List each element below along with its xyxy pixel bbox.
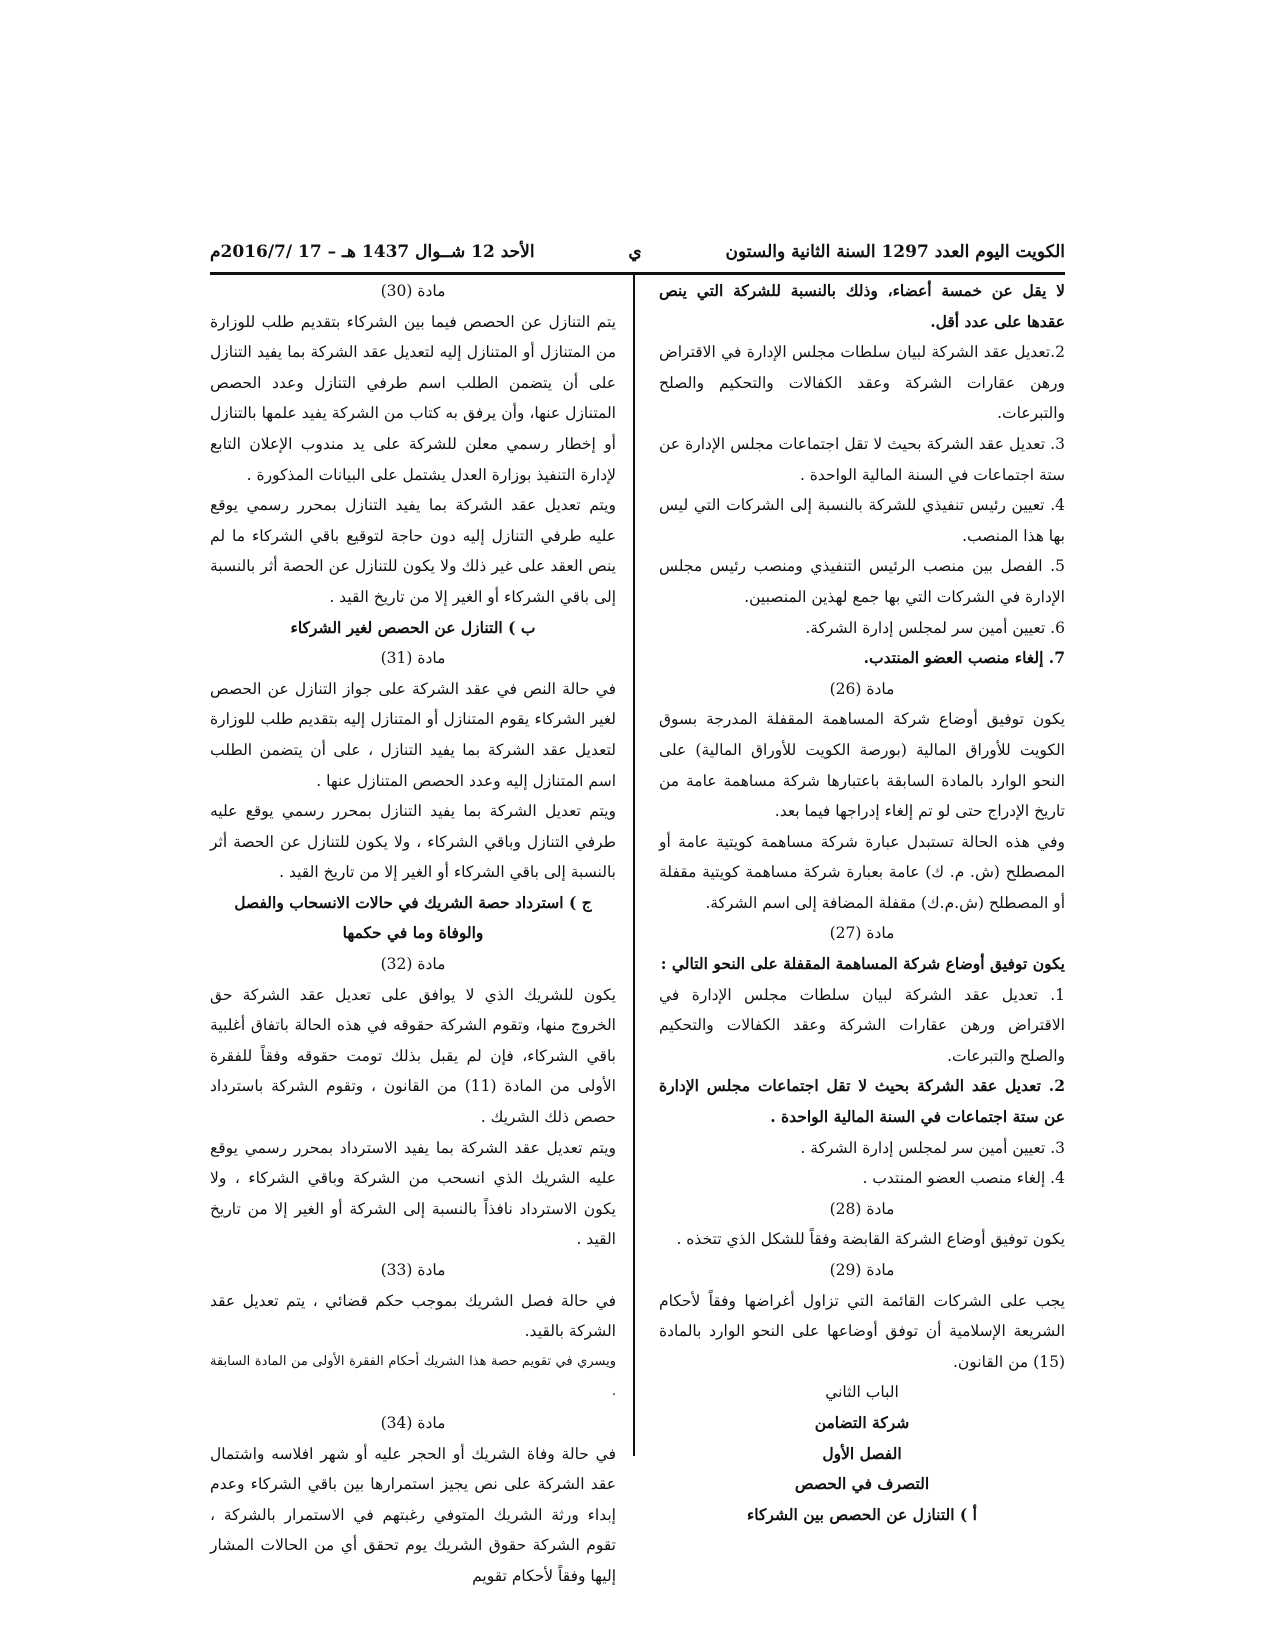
left-column bbox=[210, 276, 616, 1592]
left-col-paragraph: يتم التنازل عن الحصص فيما بين الشركاء بتقديم طلب للوزارة من المتنازل أو المتنازل إليه لتعديل عقد الشركة بما يفيد التنازل على أن يتضمن الطلب اسم طرفي التنازل وعدد الحصص المتنازل عنها، وأن يرفق به كتاب من الشركة يفيد علمها بالتنازل أو إخطار رسمي معلن للشركة على يد مندوب الإعلان التابع لإدارة التنفيذ بوزارة العدل يشتمل على البيانات المذكورة . bbox=[210, 312, 616, 484]
left-col-heading: ج ) استرداد حصة الشريك في حالات الانسحاب والفصل والوفاة وما في حكمها bbox=[234, 892, 592, 943]
right-col-paragraph: 3. تعيين أمين سر لمجلس إدارة الشركة . bbox=[800, 1138, 1065, 1157]
right-col-heading: شركة التضامن bbox=[814, 1412, 910, 1432]
left-col-heading: مادة (31) bbox=[380, 649, 446, 668]
right-col-heading: أ ) التنازل عن الحصص بين الشركاء bbox=[747, 1504, 977, 1524]
left-col-heading: ب ) التنازل عن الحصص لغير الشركاء bbox=[290, 617, 536, 637]
right-col-heading: مادة (27) bbox=[829, 924, 895, 943]
right-col-paragraph: 5. الفصل بين منصب الرئيس التنفيذي ومنصب رئيس مجلس الإدارة في الشركات التي بها جمع لهذين المنصبين. bbox=[659, 557, 1065, 606]
left-col-heading: مادة (33) bbox=[380, 1261, 446, 1279]
header-rule bbox=[210, 272, 1065, 275]
left-col-paragraph: في حالة وفاة الشريك أو الحجر عليه أو شهر افلاسه واشتمال عقد الشركة على نص يجيز استمرارها بين باقي الشركاء وعدم إبداء ورثة الشريك المتوفي رغبتهم في الاستمرار بالشركة ، تقوم الشركة حقوق الشريك يوم تحقق أي من الحالات المشار إليها وفقاً لأحكام تقويم bbox=[210, 1444, 616, 1585]
left-col-paragraph: في حالة فصل الشريك بموجب حكم قضائي ، يتم تعديل عقد الشركة بالقيد. bbox=[210, 1291, 616, 1341]
right-col-heading: مادة (26) bbox=[829, 679, 895, 698]
header-issue-info: الكويت اليوم العدد 1297 السنة الثانية والستون bbox=[725, 242, 1065, 262]
left-col-paragraph: ويتم تعديل الشركة بما يفيد التنازل بمحرر رسمي يوقع عليه طرفي التنازل وباقي الشركاء ، ولا يكون للتنازل عن الحصة أثر بالنسبة إلى باقي الشركاء أو الغير إلا من تاريخ القيد . bbox=[210, 802, 616, 882]
right-col-paragraph: يكون توفيق أوضاع شركة المساهمة المقفلة على النحو التالي : bbox=[660, 954, 1065, 974]
left-col-paragraph: ويتم تعديل عقد الشركة بما يفيد التنازل بمحرر رسمي يوقع عليه طرفي التنازل إليه دون حاجة لتوقيع باقي الشركاء ما لم ينص العقد على غير ذلك ولا يكون للتنازل عن الحصة أثر بالنسبة إلى باقي الشركاء أو الغير إلا من تاريخ القيد . bbox=[210, 496, 616, 606]
right-col-heading: التصرف في الحصص bbox=[794, 1474, 930, 1494]
right-col-paragraph: 3. تعديل عقد الشركة بحيث لا تقل اجتماعات مجلس الإدارة عن ستة اجتماعات في السنة المالية الواحدة . bbox=[659, 434, 1065, 484]
left-col-paragraph: في حالة النص في عقد الشركة على جواز التنازل عن الحصص لغير الشركاء يقوم المتنازل أو المتنازل إليه بتقديم طلب للوزارة لتعديل عقد الشركة بما يفيد التنازل ، على أن يتضمن الطلب اسم المتنازل إليه وعدد الحصص المتنازل عنها . bbox=[210, 679, 616, 790]
left-col-paragraph: ويسري في تقويم حصة هذا الشريك أحكام الفقرة الأولى من المادة السابقة . bbox=[210, 1353, 616, 1400]
right-col-heading: مادة (28) bbox=[829, 1199, 895, 1218]
right-col-paragraph: لا يقل عن خمسة أعضاء، وذلك بالنسبة للشركة التي ينص عقدها على عدد أقل. bbox=[659, 281, 1065, 331]
header-date: الأحد 12 شــوال 1437 هـ – 17 /2016/7م bbox=[210, 242, 535, 262]
right-col-paragraph: وفي هذه الحالة تستبدل عبارة شركة مساهمة كويتية عامة أو المصطلح (ش. م. ك) عامة بعبارة شركة مساهمة كويتية مقفلة أو المصطلح (ش.م.ك) مقفلة المضافة إلى اسم الشركة. bbox=[659, 832, 1065, 912]
left-col-heading: مادة (32) bbox=[380, 955, 446, 974]
right-col-heading: الفصل الأول bbox=[822, 1443, 902, 1463]
right-col-paragraph: 2.تعديل عقد الشركة لبيان سلطات مجلس الإدارة في الاقتراض ورهن عقارات الشركة وعقد الكفالات والتحكيم والصلح والتبرعات. bbox=[659, 343, 1065, 423]
column-divider bbox=[633, 274, 635, 1456]
left-col-paragraph: ويتم تعديل عقد الشركة بما يفيد الاسترداد بمحرر رسمي يوقع عليه الشريك الذي انسحب من الشركة وباقي الشركاء ، ولا يكون الاسترداد نافذاً بالنسبة إلى الشركة أو الغير إلا من تاريخ القيد . bbox=[210, 1138, 616, 1249]
right-col-paragraph: 4. إلغاء منصب العضو المنتدب . bbox=[862, 1169, 1065, 1188]
header-page-letter: ي bbox=[628, 242, 642, 262]
right-col-heading: مادة (29) bbox=[829, 1261, 895, 1279]
page-header bbox=[210, 236, 1065, 266]
right-col-paragraph: يكون توفيق أوضاع شركة المساهمة المقفلة المدرجة بسوق الكويت للأوراق المالية (بورصة الكويت للأوراق المالية) على النحو الوارد بالمادة السابقة باعتبارها شركة مساهمة عامة من تاريخ الإدراج حتى لو تم إلغاء إدراجها فيما بعد. bbox=[659, 710, 1065, 821]
right-col-heading: الباب الثاني bbox=[825, 1383, 899, 1402]
left-col-heading: مادة (30) bbox=[380, 282, 446, 300]
right-col-paragraph: 1. تعديل عقد الشركة لبيان سلطات مجلس الإدارة في الاقتراض ورهن عقارات الشركة وعقد الكفالات والتحكيم والصلح والتبرعات. bbox=[659, 985, 1065, 1065]
right-column bbox=[659, 276, 1065, 1530]
gazette-page bbox=[210, 236, 1065, 1585]
right-col-paragraph: 2. تعديل عقد الشركة بحيث لا تقل اجتماعات مجلس الإدارة عن ستة اجتماعات في السنة المالية الواحدة . bbox=[659, 1076, 1065, 1127]
right-col-paragraph: يجب على الشركات القائمة التي تزاول أغراضها وفقاً لأحكام الشريعة الإسلامية أن توفق أوضاعها على النحو الوارد بالمادة (15) من القانون. bbox=[659, 1291, 1065, 1371]
right-col-paragraph: يكون توفيق أوضاع الشركة القابضة وفقاً للشكل الذي تتخذه . bbox=[676, 1230, 1065, 1249]
left-col-heading: مادة (34) bbox=[380, 1413, 446, 1432]
right-col-paragraph: 7. إلغاء منصب العضو المنتدب. bbox=[863, 648, 1065, 668]
right-col-paragraph: 6. تعيين أمين سر لمجلس إدارة الشركة. bbox=[805, 618, 1065, 637]
left-col-paragraph: يكون للشريك الذي لا يوافق على تعديل عقد الشركة حق الخروج منها، وتقوم الشركة حقوقه في هذه الحالة باتفاق أغلبية باقي الشركاء، فإن لم يقبل بذلك تومت حقوقه وفقاً للفقرة الأولى من المادة (11) من القانون ، وتقوم الشركة باسترداد حصص ذلك الشريك . bbox=[210, 985, 616, 1127]
right-col-paragraph: 4. تعيين رئيس تنفيذي للشركة بالنسبة إلى الشركات التي ليس بها هذا المنصب. bbox=[659, 496, 1065, 545]
